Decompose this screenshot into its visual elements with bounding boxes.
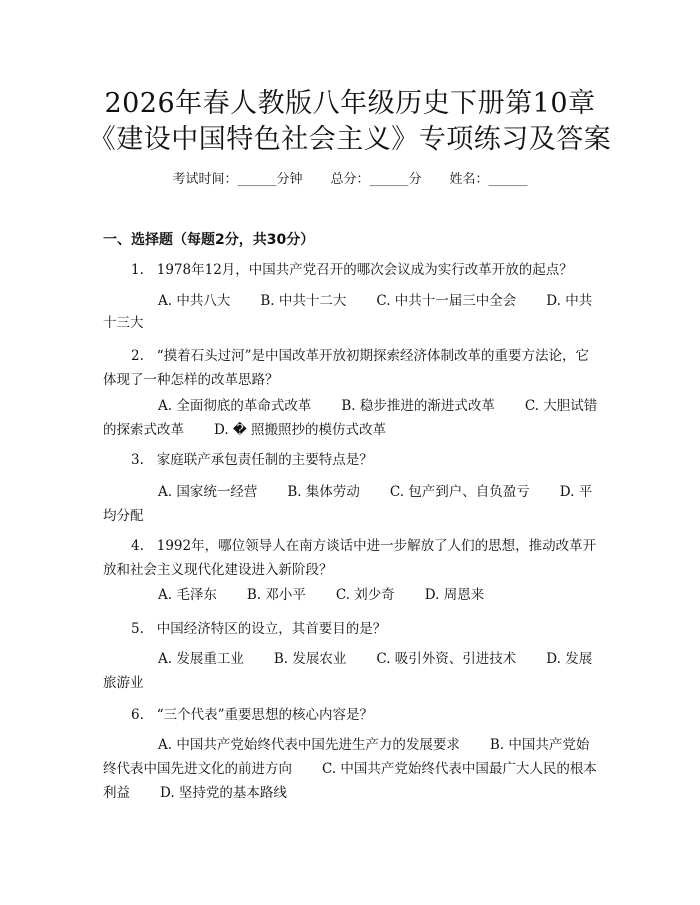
option-d: D. 坚持党的基本路线 xyxy=(160,785,287,801)
option-d: D. 发展旅游业 xyxy=(103,651,593,691)
question-2 xyxy=(103,344,599,392)
option-b: B. 邓小平 xyxy=(246,587,306,603)
option-b: B. 中国共产党始终代表中国先进文化的前进方向 xyxy=(103,737,590,777)
question-1-options xyxy=(103,290,599,334)
option-b: B. 发展农业 xyxy=(273,651,347,667)
option-a: A. 中国共产党始终代表中国先进生产力的发展要求 xyxy=(158,737,460,753)
exam-name: 姓名：______ xyxy=(449,172,528,187)
option-a: A. 中共八大 xyxy=(158,293,231,309)
exam-info xyxy=(0,168,700,187)
option-a: A. 发展重工业 xyxy=(158,651,244,667)
option-c: C. 刘少奇 xyxy=(335,587,395,603)
option-c: C. 包产到户、自负盈亏 xyxy=(389,484,530,500)
section-title: 一、选择题（每题2分，共30分） xyxy=(103,232,315,248)
exam-time: 考试时间：______分钟 xyxy=(172,172,303,187)
option-c: C. 中国共产党始终代表中国最广大人民的根本利益 xyxy=(103,761,597,801)
question-6-options xyxy=(103,733,599,805)
option-b: B. 集体劳动 xyxy=(287,484,360,500)
option-c: C. 吸引外资、引进技术 xyxy=(376,651,517,667)
question-stem: 6. “三个代表”重要思想的核心内容是？ xyxy=(131,707,374,723)
question-2-options xyxy=(103,394,599,442)
question-3-options xyxy=(103,480,599,528)
question-3 xyxy=(103,448,599,472)
question-stem: 4. 1992年，哪位领导人在南方谈话中进一步解放了人们的思想，推动改革开放和社会主义现代化建设进入新阶段？ xyxy=(103,538,597,578)
question-6 xyxy=(103,703,599,727)
option-b: B. 稳步推进的渐进式改革 xyxy=(341,398,495,414)
option-d: D. � 照搬照抄的模仿式改革 xyxy=(214,422,387,438)
document-title-line1: 2026年春人教版八年级历史下册第10章 xyxy=(104,88,596,119)
exam-score: 总分：______分 xyxy=(330,172,422,187)
document-title-line2: 《建设中国特色社会主义》专项练习及答案 xyxy=(88,124,612,155)
option-d: D. 中共十三大 xyxy=(103,293,593,331)
question-5 xyxy=(103,617,599,641)
option-a: A. 毛泽东 xyxy=(158,587,217,603)
question-stem: 3. 家庭联产承包责任制的主要特点是？ xyxy=(131,452,373,468)
option-c: C. 中共十一届三中全会 xyxy=(376,293,517,309)
option-d: D. 周恩来 xyxy=(424,587,485,603)
question-5-options xyxy=(103,647,599,695)
option-d: D. 平均分配 xyxy=(103,484,593,524)
question-4 xyxy=(103,534,599,582)
option-a: A. 全面彻底的革命式改革 xyxy=(158,398,312,414)
question-4-options xyxy=(103,583,599,607)
option-c: C. 大胆试错的探索式改革 xyxy=(103,398,598,438)
option-b: B. 中共十二大 xyxy=(260,293,347,309)
question-stem: 2. “摸着石头过河”是中国改革开放初期探索经济体制改革的重要方法论，它体现了一种怎样的改革思路？ xyxy=(103,348,590,388)
question-1 xyxy=(103,258,599,282)
question-stem: 1. 1978年12月，中国共产党召开的哪次会议成为实行改革开放的起点？ xyxy=(131,262,573,278)
question-stem: 5. 中国经济特区的设立，其首要目的是？ xyxy=(131,621,387,637)
option-a: A. 国家统一经营 xyxy=(158,484,258,500)
